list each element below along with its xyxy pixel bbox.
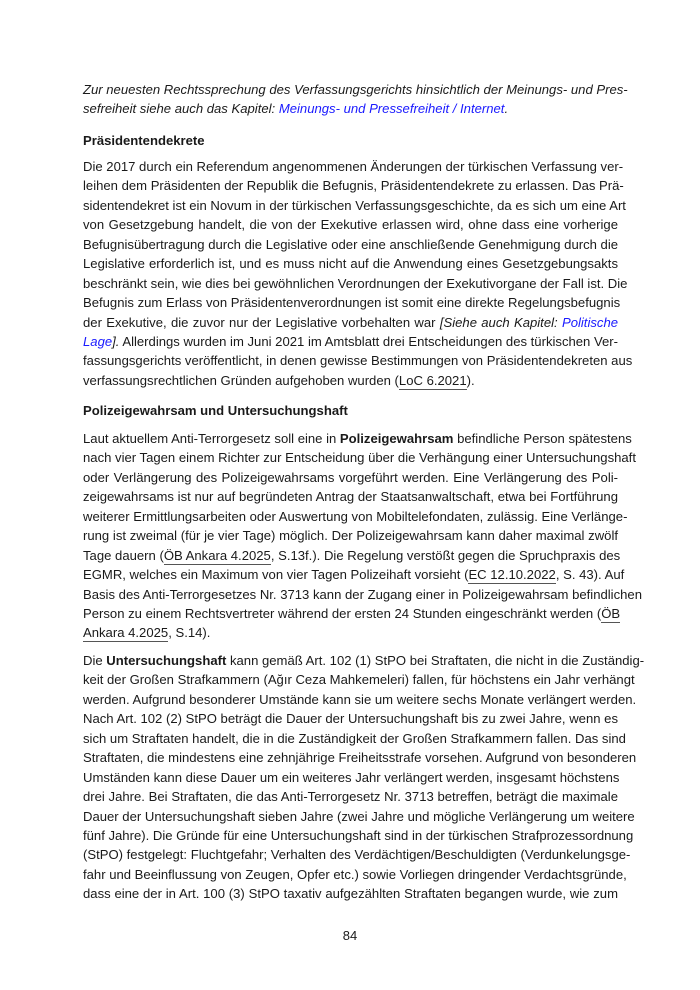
- reference-link[interactable]: LoC 6.2021: [398, 372, 467, 388]
- paragraph-praesidentendekrete: [83, 157, 633, 390]
- text-line: [83, 623, 618, 642]
- paragraph-untersuchungshaft: [83, 651, 645, 904]
- text-run: Die: [83, 653, 107, 668]
- text-run: befindliche Person spätestens: [453, 431, 632, 446]
- text-line: [83, 254, 618, 273]
- text-run: Polizeigewahrsam: [339, 431, 454, 446]
- text-run: ].: [112, 333, 120, 349]
- reference-link[interactable]: ÖB Ankara 4.2025: [163, 547, 271, 563]
- reference-link[interactable]: Ankara 4.2025: [83, 625, 169, 641]
- text-run: Umständen kann diese Dauer um ein weiteres Jahr verlängert werden, insgesamt höchstens: [83, 769, 620, 785]
- text-line: [83, 826, 634, 845]
- text-run: leihen dem Präsidenten der Republik die Befugnis, Präsidentendekrete zu erlassen. Das Prä-: [83, 178, 624, 194]
- text-line: [83, 526, 618, 545]
- text-line: [83, 332, 618, 351]
- text-run: weiterer Ermittlungsarbeiten oder Auswertung von Mobiltelefondaten, zulässig. Eine Verlänge-: [83, 508, 628, 524]
- text-run: nach vier Tagen einem Richter zur Entscheidung über die Verhängung einer Untersuchungshaft: [83, 450, 636, 466]
- text-run: zeigewahrsams ist nur auf begründeten Antrag der Staatsanwaltschaft, etwa bei Fortführung: [83, 489, 618, 505]
- text-line: [83, 215, 618, 234]
- intro-note: [83, 80, 628, 119]
- text-line: [83, 865, 627, 884]
- text-run: keit der Großen Strafkammern (Ağır Ceza Mahkemeleri) fallen, für höchstens ein Jahr verhängt: [83, 672, 635, 688]
- text-line: [83, 99, 618, 118]
- reference-link[interactable]: ÖB: [601, 605, 621, 621]
- section-heading-praesidentendekrete: Präsidentendekrete: [83, 133, 205, 148]
- text-run: Laut aktuellem Anti-Terrorgesetz soll eine in: [83, 431, 340, 446]
- reference-link[interactable]: Politische: [561, 314, 619, 330]
- paragraph-polizeigewahrsam: [83, 429, 642, 643]
- text-line: [83, 651, 645, 670]
- text-run: Die 2017 durch ein Referendum angenommenen Änderungen der türkischen Verfassung ver-: [83, 159, 624, 174]
- text-run: Tage dauern (: [83, 547, 164, 563]
- section-heading-polizeigewahrsam: Polizeigewahrsam und Untersuchungshaft: [83, 403, 348, 418]
- text-run: ).: [466, 372, 475, 388]
- text-run: Basis des Anti-Terrorgesetzes Nr. 3713 kann der Zugang einer in Polizeigewahrsam befindlichen: [83, 586, 642, 602]
- text-run: werden. Aufgrund besonderer Umstände kann sie um weitere sechs Monate verlängert werden.: [83, 691, 637, 707]
- text-run: , S.14).: [168, 625, 211, 641]
- text-line: [83, 351, 633, 370]
- text-line: [83, 768, 618, 787]
- text-run: verfassungsrechtlichen Gründen aufgehoben wurden (: [83, 372, 399, 388]
- text-line: [83, 235, 618, 254]
- text-run: der Exekutive, die zuvor nur der Legislative vorbehalten war: [83, 314, 440, 330]
- text-line: [83, 585, 642, 604]
- text-run: Allerdings wurden im Juni 2021 im Amtsblatt drei Entscheidungen des türkischen Ver-: [119, 333, 618, 349]
- text-run: Untersuchungshaft: [106, 653, 227, 668]
- text-run: Nach Art. 102 (2) StPO beträgt die Dauer der Untersuchungshaft bis zu zwei Jahre, wenn es: [83, 711, 618, 727]
- text-run: Befugnisübertragung durch die Legislative oder eine anschließende Genehmigung durch die: [83, 236, 619, 252]
- text-run: Legislative erforderlich ist, und es muss nicht auf die Anwendung eines Gesetzgebungsakts: [83, 256, 618, 272]
- text-line: [83, 176, 624, 195]
- text-line: [83, 448, 636, 467]
- text-run: [Siehe auch Kapitel:: [439, 314, 562, 330]
- reference-link[interactable]: Lage: [83, 333, 113, 349]
- text-run: von Gesetzgebung handelt, die von der Exekutive erlassen wird, ohne dass eine vorherige: [83, 217, 618, 233]
- text-run: , S. 43). Auf: [555, 567, 625, 583]
- text-line: [83, 487, 618, 506]
- reference-link[interactable]: EC 12.10.2022: [468, 567, 556, 583]
- text-run: oder Verlängerung des Polizeigewahrsams vorgeführt werden. Eine Verlängerung des Poli-: [83, 469, 618, 485]
- text-run: Straftaten, die mindestens eine zehnjährige Freiheitsstrafe vorsehen. Aufgrund von besonderen: [83, 750, 637, 766]
- text-line: [83, 787, 618, 806]
- text-run: Person zu einem Rechtsvertreter während der ersten 24 Stunden eingeschränkt werden (: [83, 605, 602, 621]
- text-run: dass eine der in Art. 100 (3) StPO taxativ aufgezählten Straftaten begangen wurde, wie zum: [83, 886, 618, 902]
- text-line: [83, 371, 618, 390]
- reference-link[interactable]: Meinungs- und Pressefreiheit / Internet: [278, 101, 505, 117]
- text-run: EGMR, welches ein Maximum von vier Tagen Polizeihaft vorsieht (: [83, 567, 469, 583]
- text-line: [83, 748, 637, 767]
- text-line: [83, 507, 628, 526]
- text-line: [83, 807, 635, 826]
- text-line: [83, 293, 621, 312]
- text-run: sich um Straftaten handelt, die in die Zuständigkeit der Großen Strafkammern fallen. Das sind: [83, 730, 626, 746]
- text-line: [83, 604, 621, 623]
- text-line: [83, 274, 628, 293]
- text-run: Dauer der Untersuchungshaft sieben Jahre (zwei Jahre und mögliche Verlängerung um weitere: [83, 808, 635, 824]
- text-line: [83, 429, 632, 448]
- text-run: sidentendekret ist ein Novum in der türkischen Verfassungsgeschichte, da es sich um eine Art: [83, 197, 626, 213]
- text-line: [83, 468, 618, 487]
- text-run: fassungsgerichts veröffentlicht, in denen gewisse Bestimmungen von Präsidentendekreten aus: [83, 353, 633, 369]
- text-run: fünf Jahre). Die Gründe für eine Untersuchungshaft sind in der türkischen Strafprozessordnung: [83, 827, 634, 843]
- text-run: Zur neuesten Rechtssprechung des Verfassungsgerichts hinsichtlich der Meinungs- und Pres-: [83, 82, 628, 97]
- text-line: [83, 709, 618, 728]
- text-run: fahr und Beeinflussung von Zeugen, Opfer etc.) sowie Vorliegen dringender Verdachtsgründe,: [83, 866, 627, 882]
- text-line: [83, 157, 624, 176]
- text-line: [83, 196, 626, 215]
- text-run: drei Jahre. Bei Straftaten, die das Anti-Terrorgesetz Nr. 3713 betreffen, beträgt die maximale: [83, 789, 618, 805]
- text-line: [83, 670, 635, 689]
- text-line: [83, 80, 628, 99]
- page-number: 84: [342, 928, 358, 943]
- text-run: Befugnis zum Erlass von Präsidentenverordnungen ist somit eine direkte Regelungsbefugnis: [83, 295, 621, 311]
- text-run: kann gemäß Art. 102 (1) StPO bei Straftaten, die nicht in die Zuständig-: [226, 653, 645, 668]
- text-line: [83, 845, 631, 864]
- text-run: rung ist zweimal (für je vier Tage) möglich. Der Polizeigewahrsam kann daher maximal zwölf: [83, 528, 618, 544]
- text-line: [83, 565, 625, 584]
- text-line: [83, 546, 621, 565]
- text-run: (StPO) festgelegt: Fluchtgefahr; Verhalten des Verdächtigen/Beschuldigten (Verdunkelungsge-: [83, 847, 631, 863]
- text-line: [83, 729, 626, 748]
- text-line: [83, 884, 618, 903]
- text-run: beschränkt sein, wie dies bei gewöhnlichen Verordnungen der Exekutivorgane der Fall ist. Die: [83, 275, 628, 291]
- text-run: , S.13f.). Die Regelung verstößt gegen die Spruchpraxis des: [270, 547, 621, 563]
- text-run: sefreiheit siehe auch das Kapitel:: [83, 101, 279, 117]
- text-run: .: [504, 101, 509, 117]
- text-line: [83, 690, 637, 709]
- text-line: [83, 313, 618, 332]
